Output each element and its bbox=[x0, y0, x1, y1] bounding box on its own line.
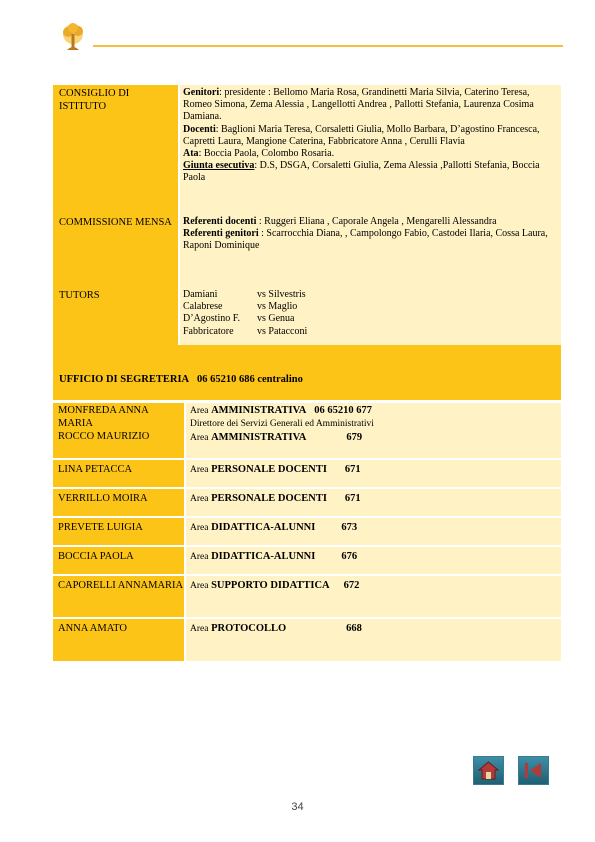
tutor-pair: Fabbricatore vs Patacconi bbox=[183, 325, 308, 337]
mensa-genitori-label: Referenti genitori bbox=[183, 228, 259, 240]
staff-name: ANNA AMATO bbox=[53, 619, 184, 661]
mensa-docenti-label: Referenti docenti bbox=[183, 216, 257, 227]
ata-text: : Boccia Paola, Colombo Rosaria. bbox=[198, 148, 335, 160]
genitori-label: Genitori bbox=[183, 87, 220, 98]
staff-name: BOCCIA PAOLA bbox=[53, 547, 184, 574]
genitori-text: : presidente : Bellomo Maria Rosa, Grandinetti Maria Silvia, Caterino Teresa, Romeo Simona, Zema Alessia , Langellotti Andrea , Pallotti Stefania, Laurenza Cosima Damiana. bbox=[183, 87, 534, 123]
staff-row bbox=[53, 547, 561, 574]
tutor-pair: D’Agostino F. vs Genua bbox=[183, 313, 295, 325]
staff-area: Area SUPPORTO DIDATTICA 672 bbox=[186, 576, 561, 617]
council-details bbox=[180, 85, 561, 214]
home-icon bbox=[474, 757, 503, 784]
council-row bbox=[53, 85, 561, 214]
staff-areas: Area AMMINISTRATIVA 06 65210 677 Direttore dei Servizi Generali ed Amministrativi Area AMMINISTRATIVA 679 bbox=[186, 403, 561, 458]
docenti-text: : Baglioni Maria Teresa, Corsaletti Giulia, Mollo Barbara, D’agostino Francesca, Capretti Laura, Mangione Caterina, Fabbricatore Anna , Cerulli Flavia bbox=[183, 123, 540, 147]
mensa-row bbox=[53, 214, 561, 287]
staff-area: Area DIDATTICA-ALUNNI 673 bbox=[186, 518, 561, 545]
staff-name: CAPORELLI ANNAMARIA bbox=[53, 576, 184, 617]
header-rule bbox=[93, 45, 563, 47]
tutor-pair: Damiani vs Silvestris bbox=[183, 289, 306, 300]
home-button[interactable] bbox=[473, 756, 504, 785]
first-page-button[interactable] bbox=[518, 756, 549, 785]
staff-name: VERRILLO MOIRA bbox=[53, 489, 184, 516]
docenti-label: Docenti bbox=[183, 123, 216, 135]
ata-label: Ata bbox=[183, 148, 199, 160]
mensa-genitori-text: : Scarrocchia Diana, , Campolongo Fabio, Castodei Ilaria, Cossa Laura, Raponi Dominique bbox=[183, 228, 548, 252]
staff-area: Area PROTOCOLLO 668 bbox=[186, 619, 561, 661]
council-label: CONSIGLIO DI ISTITUTO bbox=[53, 85, 178, 214]
organs-table bbox=[53, 85, 561, 345]
staff-row bbox=[53, 518, 561, 545]
tutors-row bbox=[53, 287, 561, 345]
school-logo-icon bbox=[58, 22, 88, 54]
staff-row bbox=[53, 403, 561, 458]
tutor-pair: Calabrese vs Maglio bbox=[183, 301, 298, 313]
staff-row bbox=[53, 460, 561, 487]
mensa-docenti-text: : Ruggeri Eliana , Caporale Angela , Mengarelli Alessandra bbox=[256, 216, 497, 227]
ufficio-title: UFFICIO DI SEGRETERIA 06 65210 686 centralino bbox=[59, 374, 303, 385]
staff-table bbox=[53, 403, 561, 661]
staff-names: MONFREDA ANNA MARIA ROCCO MAURIZIO bbox=[53, 403, 184, 458]
staff-area: Area DIDATTICA-ALUNNI 676 bbox=[186, 547, 561, 574]
mensa-details bbox=[180, 214, 561, 287]
staff-name: PREVETE LUIGIA bbox=[53, 518, 184, 545]
staff-area: Area PERSONALE DOCENTI 671 bbox=[186, 489, 561, 516]
staff-row bbox=[53, 619, 561, 661]
giunta-label: Giunta esecutiva bbox=[183, 160, 255, 172]
giunta-text: : D.S, DSGA, Corsaletti Giulia, Zema Alessia ,Pallotti Stefania, Boccia Paola bbox=[183, 160, 540, 184]
first-page-icon bbox=[519, 757, 548, 784]
tutors-label: TUTORS bbox=[53, 287, 178, 345]
page-number: 34 bbox=[291, 801, 304, 813]
tutors-details bbox=[180, 287, 561, 345]
ufficio-segreteria-band bbox=[53, 345, 561, 400]
staff-row bbox=[53, 489, 561, 516]
staff-row bbox=[53, 576, 561, 617]
mensa-label: COMMISSIONE MENSA bbox=[53, 214, 178, 287]
staff-area: Area PERSONALE DOCENTI 671 bbox=[186, 460, 561, 487]
staff-name: LINA PETACCA bbox=[53, 460, 184, 487]
